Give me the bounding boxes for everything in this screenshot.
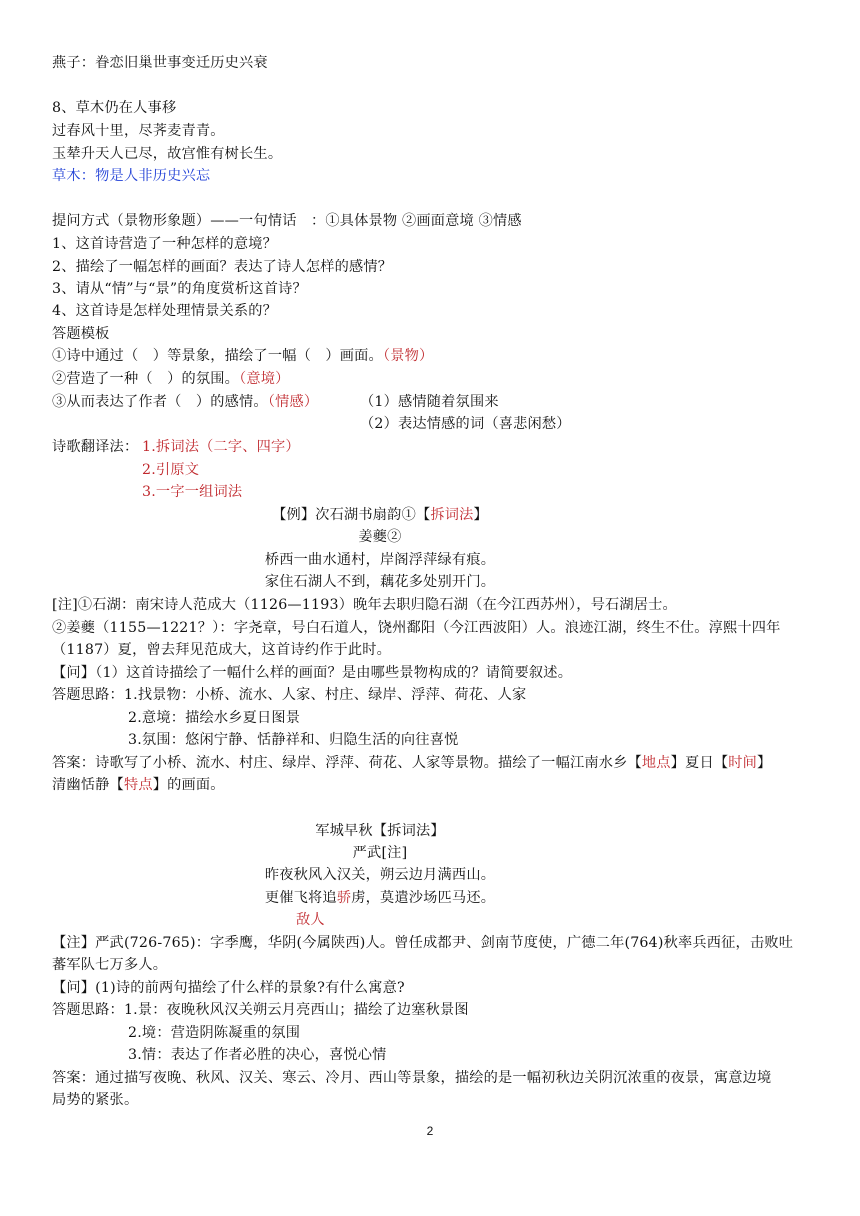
translation-method-1: 1.拆词法（二字、四字） [142,439,300,455]
title-text: 【例】次石湖书扇韵①【 [272,507,431,523]
answer-text: 】夏日【 [670,755,729,771]
title-bracket: 】 [473,507,488,523]
note-line: 【注】严武(726-765)：字季鹰，华阴(今属陕西)人。曾任成都尹、剑南节度使，广德二年(764)秋率兵西征，击败吐 [52,935,794,951]
template-item-1 [52,345,433,367]
template-tag: （情感） [267,394,319,410]
example-2-answer: 答案：通过描写夜晚、秋风、汉关、寒云、冷月、西山等景象，描绘的是一幅初秋边关阴沉浓重的夜景，寓意边境 [52,1070,772,1086]
poem-line: 玉辇升天人已尽，故宫惟有树长生。 [52,146,283,162]
template-subnote-2: （2）表达情感的词（喜悲闲愁） [360,416,571,432]
answer-tag: 时间 [728,755,758,771]
poem-line [0,887,760,909]
example-1-answer-cont [52,774,225,796]
question-item: 4、这首诗是怎样处理情景关系的？ [52,303,278,319]
template-item-2 [52,368,290,390]
translation-label: 诗歌翻译法： [52,439,139,455]
template-text: ①诗中通过（ ）等景象，描绘了一幅（ ）画面。 [52,348,383,364]
example-1-title [0,504,760,526]
section-8-note: 草木：物是人非历史兴忘 [52,168,211,184]
example-1-author: 姜夔② [358,529,402,545]
translation-method-3: 3.一字一组词法 [142,484,243,500]
poem-highlight: 骄 [336,890,352,906]
template-text: ③从而表达了作者（ ）的感情。 [52,394,268,410]
template-title: 答题模板 [52,326,110,342]
example-2-title: 军城早秋【拆词法】 [315,823,445,839]
answer-text: 清幽恬静【 [52,777,124,793]
answer-text: 】的画面。 [152,777,225,793]
poem-line: 昨夜秋风入汉关，朔云边月满西山。 [264,867,496,883]
note-line: 蕃军队七万多人。 [52,957,168,973]
section-8-title: 8、草木仍在人事移 [52,100,177,116]
poem-text: 更催飞将追 [264,890,337,906]
note-line: （1187）夏，曾去拜见范成大，这首诗约作于此时。 [52,642,392,658]
note-line: ②姜夔（1155—1221？）：字尧章，号白石道人，饶州鄱阳（今江西波阳）人。浪迹江湖，终生不仕。淳熙十四年 [52,620,781,636]
answer-text: 答案：诗歌写了小桥、流水、村庄、绿岸、浮萍、荷花、人家等景物。描绘了一幅江南水乡【 [52,755,642,771]
thinking-line: 2.境：营造阴陈凝重的氛围 [128,1025,301,1041]
template-tag: （意境） [239,371,290,387]
thinking-line: 3.氛围：悠闲宁静、恬静祥和、归隐生活的向往喜悦 [128,732,459,748]
question-method: 提问方式（景物形象题）——一句情话 ：①具体景物 ②画面意境 ③情感 [52,213,522,229]
note-line: [注]①石湖：南宋诗人范成大（1126—1193）晚年去职归隐石湖（在今江西苏州），号石湖居士。 [52,597,677,613]
example-2-author: 严武[注] [352,845,408,861]
template-subnote-1: （1）感情随着氛围来 [360,394,499,410]
thinking-line: 答题思路：1.找景物：小桥、流水、人家、村庄、绿岸、浮萍、荷花、人家 [52,687,527,703]
poem-line: 家住石湖人不到，藕花多处别开门。 [264,574,496,590]
poem-text: 虏，莫遣沙场匹马还。 [351,890,496,906]
thinking-line: 2.意境：描绘水乡夏日图景 [128,710,301,726]
example-2-question: 【问】(1)诗的前两句描绘了什么样的景象?有什么寓意? [52,980,405,996]
question-item: 1、这首诗营造了一种怎样的意境？ [52,236,278,252]
example-1-answer [52,752,771,774]
question-item: 2、描绘了一幅怎样的画面？表达了诗人怎样的感情？ [52,259,393,275]
answer-tag: 地点 [641,755,671,771]
poem-line: 桥西一曲水通村，岸阁浮萍绿有痕。 [264,552,496,568]
answer-text: 】 [757,755,772,771]
thinking-line: 答题思路：1.景：夜晚秋风汉关朔云月亮西山；描绘了边塞秋景图 [52,1002,469,1018]
example-1-question: 【问】（1）这首诗描绘了一幅什么样的画面？是由哪些景物构成的？请简要叙述。 [52,665,573,681]
translation-method-2: 2.引原文 [142,462,200,478]
word-gloss: 敌人 [296,912,325,928]
example-2-answer-cont: 局势的紧张。 [52,1092,139,1108]
page-number: 2 [426,1124,434,1138]
title-method: 拆词法 [430,507,474,523]
answer-tag: 特点 [123,777,153,793]
yanzi-line: 燕子：眷恋旧巢世事变迁历史兴衰 [52,55,268,71]
poem-line: 过春风十里，尽荠麦青青。 [52,123,225,139]
template-item-3 [52,391,318,413]
template-tag: （景物） [382,348,434,364]
question-item: 3、请从“情”与“景”的角度赏析这首诗？ [52,281,307,297]
template-text: ②营造了一种（ ）的氛围。 [52,371,240,387]
thinking-line: 3.情：表达了作者必胜的决心，喜悦心情 [128,1047,387,1063]
